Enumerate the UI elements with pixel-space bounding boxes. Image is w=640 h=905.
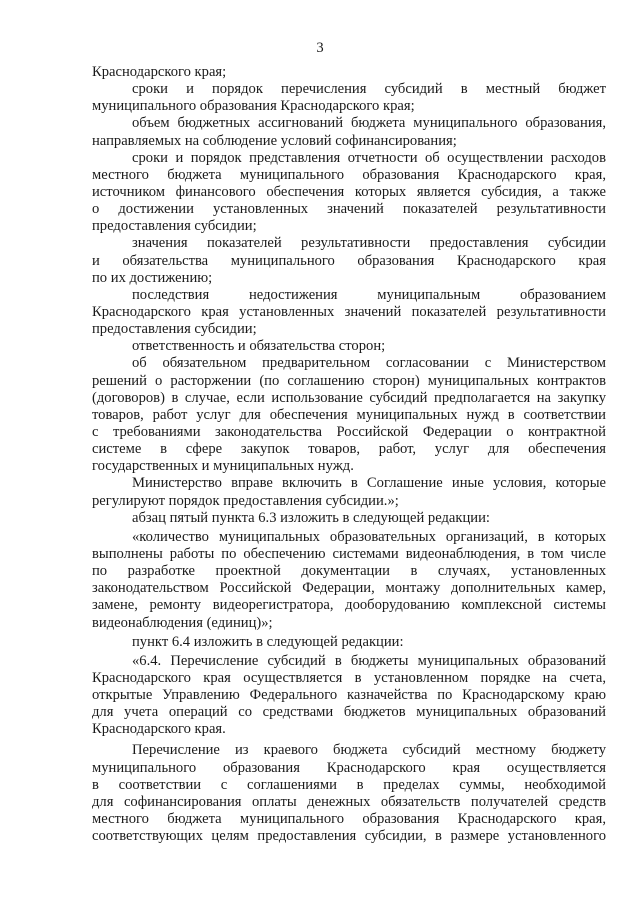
text-line: решений о расторжении (по соглашению сторон) муниципальных контрактов [92, 372, 606, 389]
text-line: сроки и порядок перечисления субсидий в местный бюджет [132, 81, 606, 98]
text-line: Министерство вправе включить в Соглашение иные условия, которые [132, 475, 606, 492]
text-line: государственных и муниципальных нужд. [92, 458, 354, 475]
text-line: для софинансирования оплаты денежных обязательств получателей средств [92, 793, 606, 810]
text-line: с требованиями законодательства Российской Федерации о контрактной [92, 423, 606, 440]
text-line: Перечисление из краевого бюджета субсидий местному бюджету [132, 742, 606, 759]
document-body [92, 64, 606, 845]
text-line: муниципального образования Краснодарского края осуществляется [92, 759, 606, 776]
text-line: по их достижению; [92, 269, 213, 286]
text-line: (договоров) в случае, если использование субсидий предполагается на закупку [92, 389, 606, 406]
text-line: местного бюджета муниципального образования Краснодарского края, [92, 166, 606, 183]
text-line: системе в сфере закупок товаров, работ, услуг для обеспечения [92, 441, 606, 458]
text-line: для учета операций со средствами бюджетов муниципальных образований [92, 704, 606, 721]
text-line: по разработке проектной документации в случаях, установленных [92, 563, 606, 580]
text-line: значения показателей результативности предоставления субсидии [132, 235, 606, 252]
text-line: видеонаблюдения (единиц)»; [92, 614, 273, 631]
page-number: 3 [316, 40, 324, 56]
text-line: Краснодарского края установленных значений показателей результативности [92, 303, 606, 320]
text-line: Краснодарского края осуществляется в установленном порядке на счета, [92, 669, 606, 686]
text-line: открытые Управлению Федерального казначейства по Краснодарскому краю [92, 687, 606, 704]
text-line: «количество муниципальных образовательных организаций, в которых [132, 528, 606, 545]
text-line: последствия недостижения муниципальным образованием [132, 286, 606, 303]
text-line: законодательством Российской Федерации, монтажу дополнительных камер, [92, 580, 606, 597]
text-line: о достижении установленных значений показателей результативности [92, 201, 606, 218]
text-line: соответствующих целям предоставления субсидии, в размере установленного [92, 828, 606, 845]
text-line: пункт 6.4 изложить в следующей редакции: [132, 633, 404, 650]
text-line: товаров, работ услуг для обеспечения муниципальных нужд в соответствии [92, 406, 606, 423]
text-line: сроки и порядок представления отчетности об осуществлении расходов [132, 149, 606, 166]
text-line: и обязательства муниципального образования Краснодарского края [92, 252, 606, 269]
text-line: Краснодарского края. [92, 721, 226, 738]
text-line: предоставления субсидии; [92, 321, 257, 338]
text-line: абзац пятый пункта 6.3 изложить в следующей редакции: [132, 509, 490, 526]
text-line: муниципального образования Краснодарского края; [92, 98, 415, 115]
text-line: направляемых на соблюдение условий софинансирования; [92, 132, 457, 149]
text-line: объем бюджетных ассигнований бюджета муниципального образования, [132, 115, 606, 132]
text-line: Краснодарского края; [92, 64, 227, 80]
text-line: источником финансового обеспечения которых является субсидия, а также [92, 183, 606, 200]
text-line: регулируют порядок предоставления субсидии.»; [92, 492, 399, 509]
text-line: «6.4. Перечисление субсидий в бюджеты муниципальных образований [132, 652, 606, 669]
text-line: выполнены работы по обеспечению системами видеонаблюдения, в том числе [92, 545, 606, 562]
text-line: ответственность и обязательства сторон; [132, 338, 386, 355]
text-line: предоставления субсидии; [92, 218, 257, 235]
text-line: об обязательном предварительном согласовании с Министерством [132, 355, 606, 372]
text-line: местного бюджета муниципального образования Краснодарского края, [92, 811, 606, 828]
text-line: в соответствии с соглашениями в пределах суммы, необходимой [92, 776, 606, 793]
text-line: замене, ремонту видеорегистратора, дооборудованию комплексной системы [92, 597, 606, 614]
